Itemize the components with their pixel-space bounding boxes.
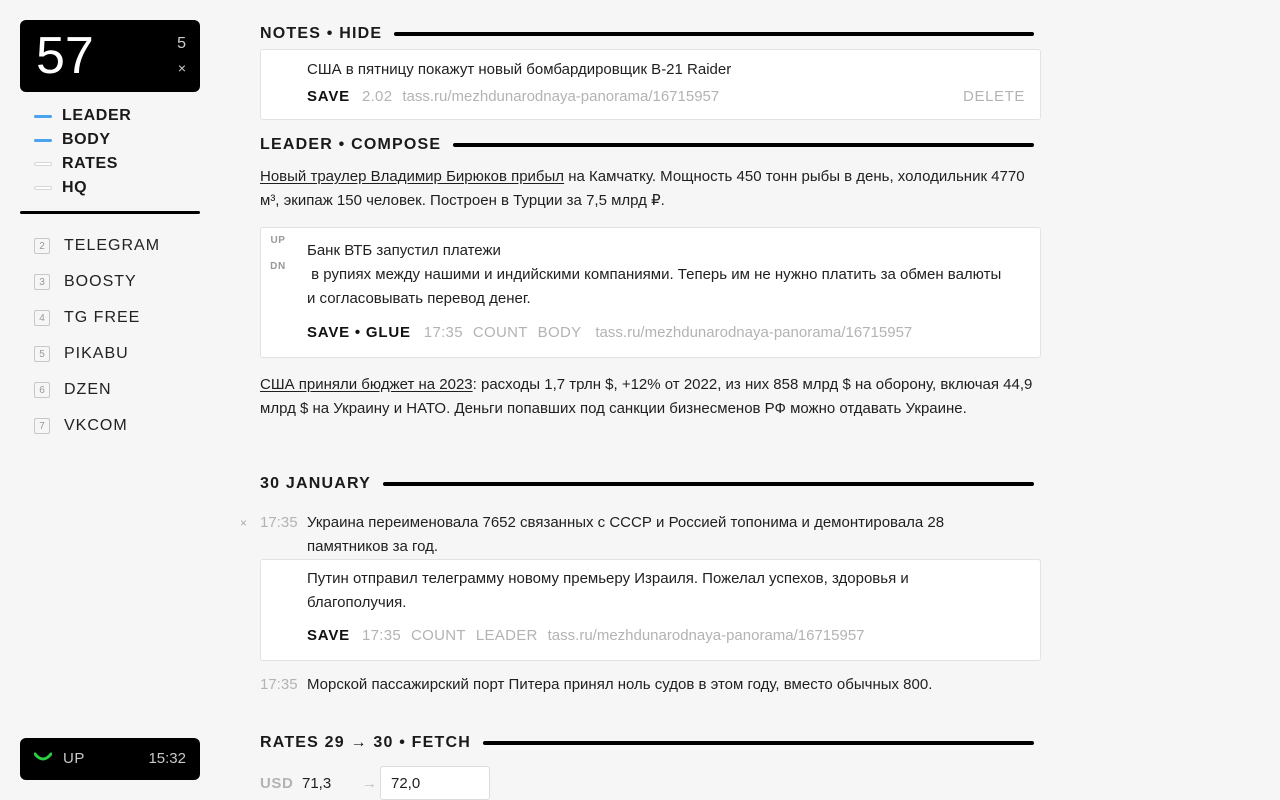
paragraph-text: на Камчатку. Мощность 450 тонн рыбы в день, холодильник 4770 м³, экипаж 150 человек. Построен в Турции за 7,5 млрд ₽. [260, 168, 1025, 209]
heading-rule [394, 32, 1034, 36]
leader-paragraph[interactable] [260, 373, 1040, 421]
section-body[interactable] [34, 128, 131, 152]
note-meta [307, 88, 719, 105]
leader-heading[interactable] [260, 134, 1034, 156]
smile-icon [34, 752, 52, 762]
counter-side-count: 5 [177, 35, 186, 52]
heading-text: NOTES • HIDE [260, 25, 383, 42]
body-button[interactable]: BODY [537, 324, 582, 341]
leader-paragraph[interactable] [260, 165, 1040, 213]
day-heading [260, 473, 1034, 495]
save-button[interactable]: SAVE [307, 627, 350, 644]
channel-shortcut: 6 [34, 382, 50, 398]
status-time: 15:32 [148, 750, 186, 767]
heading-rule [383, 482, 1034, 486]
channel-telegram[interactable] [34, 228, 160, 264]
channel-shortcut: 5 [34, 346, 50, 362]
notes-heading[interactable] [260, 23, 1034, 45]
move-down-button[interactable]: DN [270, 261, 286, 272]
active-indicator [34, 115, 52, 118]
count-button[interactable]: COUNT [472, 324, 528, 341]
section-hq[interactable] [34, 176, 131, 200]
heading-rule [453, 143, 1034, 147]
inactive-indicator [34, 162, 52, 166]
headline-link[interactable]: США приняли бюджет на 2023 [260, 376, 473, 393]
section-rates[interactable] [34, 152, 131, 176]
save-button[interactable]: SAVE [307, 88, 350, 105]
channel-name: TG FREE [64, 309, 141, 326]
heading-rule [483, 741, 1034, 745]
channel-name: DZEN [64, 381, 112, 398]
item-time: 17:35 [260, 676, 298, 693]
status-text: UP [63, 750, 85, 767]
item-time: 17:35 [260, 514, 298, 531]
heading-text: RATES 29 → 30 • FETCH [260, 734, 471, 751]
source-link[interactable]: tass.ru/mezhdunarodnaya-panorama/16715957 [547, 627, 865, 644]
close-icon[interactable]: × [177, 60, 186, 76]
source-link[interactable]: tass.ru/mezhdunarodnaya-panorama/16715957 [402, 88, 720, 105]
channel-tg-free[interactable] [34, 300, 160, 336]
channel-name: TELEGRAM [64, 237, 161, 254]
counter-value: 57 [36, 27, 94, 85]
sidebar-divider [20, 211, 200, 214]
news-item[interactable] [260, 673, 1040, 697]
save-glue-button[interactable]: SAVE • GLUE [307, 324, 411, 341]
move-up-button[interactable]: UP [270, 235, 286, 246]
channel-name: BOOSTY [64, 273, 137, 290]
section-list [34, 104, 131, 200]
channel-vkcom[interactable] [34, 408, 160, 444]
arrow-right-icon: → [362, 774, 377, 792]
item-time: 17:35 [423, 324, 463, 341]
section-label: HQ [62, 179, 88, 196]
channel-pikabu[interactable] [34, 336, 160, 372]
unread-counter[interactable] [20, 20, 200, 92]
news-item[interactable] [240, 511, 1040, 559]
remove-icon[interactable]: × [240, 516, 248, 530]
channel-name: VKCOM [64, 417, 128, 434]
compose-title[interactable]: Банк ВТБ запустил платежи [307, 242, 501, 259]
leader-button[interactable]: LEADER [475, 627, 538, 644]
delete-button[interactable]: DELETE [963, 88, 1025, 105]
count-button[interactable]: COUNT [410, 627, 466, 644]
currency-code: USD [260, 774, 294, 792]
reorder-controls [261, 228, 295, 280]
source-link[interactable]: tass.ru/mezhdunarodnaya-panorama/16715957 [595, 324, 913, 341]
channel-shortcut: 2 [34, 238, 50, 254]
compose-meta [307, 324, 912, 341]
heading-text: 30 JANUARY [260, 475, 371, 492]
section-label: RATES [62, 155, 119, 172]
paragraph-text: : расходы 1,7 трлн $, +12% от 2022, из них 858 млрд $ на оборону, включая 44,9 млрд $ на Украину и НАТО. Деньги попавших под санкции бизнесменов РФ можно отдавать Украине. [260, 376, 1033, 417]
note-date: 2.02 [361, 88, 393, 105]
channel-shortcut: 7 [34, 418, 50, 434]
channel-dzen[interactable] [34, 372, 160, 408]
connection-status [20, 738, 200, 780]
section-leader[interactable] [34, 104, 131, 128]
compose-card [260, 227, 1041, 358]
item-time: 17:35 [361, 627, 401, 644]
heading-text: LEADER • COMPOSE [260, 136, 442, 153]
rate-row [260, 766, 490, 800]
rates-heading[interactable] [260, 732, 1034, 754]
channel-shortcut: 4 [34, 310, 50, 326]
item-text: Украина переименовала 7652 связанных с СССР и Россией топонима и демонтировала 28 памятников за год. [307, 514, 945, 555]
news-card-text[interactable]: Путин отправил телеграмму новому премьеру Израиля. Пожелал успехов, здоровья и благополучия. [307, 570, 909, 611]
new-rate-field[interactable] [380, 766, 490, 800]
headline-link[interactable]: Новый траулер Владимир Бирюков прибыл [260, 168, 565, 185]
active-indicator [34, 139, 52, 142]
channel-boosty[interactable] [34, 264, 160, 300]
old-rate: 71,3 [302, 774, 332, 792]
inactive-indicator [34, 186, 52, 190]
note-card [260, 49, 1041, 120]
channel-name: PIKABU [64, 345, 129, 362]
section-label: LEADER [62, 107, 132, 124]
channel-list [34, 228, 160, 444]
section-label: BODY [62, 131, 111, 148]
compose-body[interactable]: в рупиях между нашими и индийскими компаниями. Теперь им не нужно платить за обмен валюты и согласовывать перевод денег. [307, 266, 1006, 307]
item-text: Морской пассажирский порт Питера принял ноль судов в этом году, вместо обычных 800. [307, 676, 933, 693]
news-card-meta [307, 627, 865, 644]
news-card [260, 559, 1041, 661]
note-text[interactable]: США в пятницу покажут новый бомбардировщик B-21 Raider [307, 61, 732, 78]
channel-shortcut: 3 [34, 274, 50, 290]
